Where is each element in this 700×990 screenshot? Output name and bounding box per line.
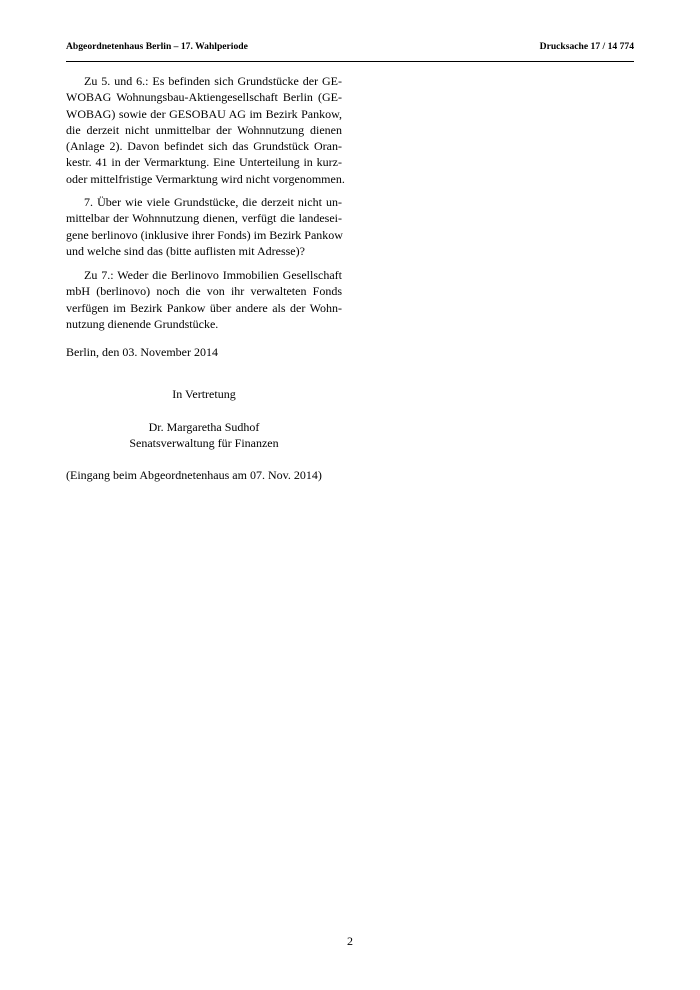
text-line: die derzeit nicht unmittelbar der Wohnnutzung dienen xyxy=(66,122,342,137)
text-line: kestr. 41 in der Vermarktung. Eine Unterteilung in kurz- xyxy=(66,155,342,170)
header-parliament-title: Abgeordnetenhaus Berlin – 17. Wahlperiode xyxy=(66,41,248,52)
text-line: oder mittelfristige Vermarktung wird nicht vorgenommen. xyxy=(66,171,345,186)
received-note: (Eingang beim Abgeordnetenhaus am 07. Nov. 2014) xyxy=(66,468,322,482)
signature-block xyxy=(66,419,342,452)
signatory-name: Dr. Margaretha Sudhof xyxy=(148,420,260,434)
text-line: Zu 5. und 6.: Es befinden sich Grundstücke der GE- xyxy=(84,74,342,88)
text-line: gene berlinovo (inklusive ihrer Fonds) im Bezirk Pankow xyxy=(66,227,343,242)
question-7-paragraph xyxy=(66,194,342,259)
signatory-department: Senatsverwaltung für Finanzen xyxy=(129,436,279,451)
page-number: 2 xyxy=(347,934,353,948)
text-line: WOBAG) sowie der GESOBAU AG im Bezirk Pankow, xyxy=(66,106,342,121)
header-divider xyxy=(66,61,634,62)
text-line: nutzung dienende Grundstücke. xyxy=(66,316,219,331)
signature-representation: In Vertretung xyxy=(172,387,236,401)
header-document-number: Drucksache 17 / 14 774 xyxy=(539,41,634,52)
answer-5-6-paragraph xyxy=(66,73,345,187)
text-line: 7. Über wie viele Grundstücke, die derzeit nicht un- xyxy=(84,195,342,209)
text-line: (Anlage 2). Davon befindet sich das Grundstück Oran- xyxy=(66,139,342,154)
text-line: WOBAG Wohnungsbau-Aktiengesellschaft Berlin (GE- xyxy=(66,90,342,105)
date-line: Berlin, den 03. November 2014 xyxy=(66,345,218,359)
text-line: mittelbar der Wohnnutzung dienen, verfügt die landesei- xyxy=(66,211,342,226)
text-line: und welche sind das (bitte auflisten mit Adresse)? xyxy=(66,243,305,258)
text-line: mbH (berlinovo) noch die von ihr verwalteten Fonds xyxy=(66,284,342,299)
text-line: verfügen im Bezirk Pankow über andere als der Wohn- xyxy=(66,300,342,315)
answer-7-paragraph xyxy=(66,267,342,332)
text-line: Zu 7.: Weder die Berlinovo Immobilien Gesellschaft xyxy=(84,268,342,282)
